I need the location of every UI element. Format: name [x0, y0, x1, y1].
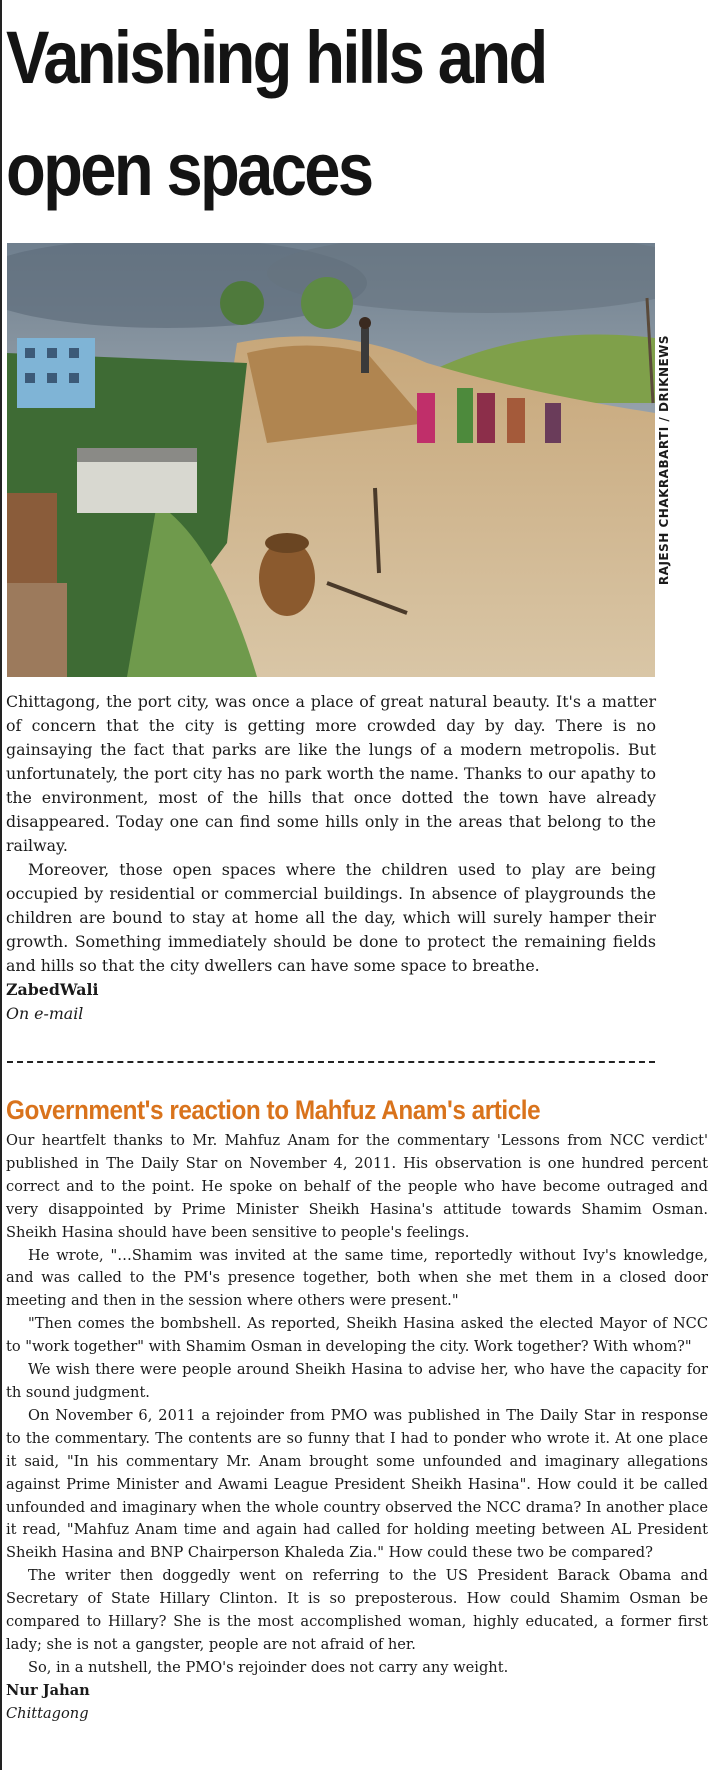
letter1-location: On e-mail: [6, 1004, 84, 1023]
photo-credit: RAJESH CHAKRABARTI / DRIKNEWS: [657, 334, 671, 586]
letter-government-reaction: [6, 1130, 708, 1726]
page-left-border: [0, 0, 2, 1770]
letter2-author: Nur Jahan: [6, 1681, 90, 1699]
article-photo: [7, 243, 655, 677]
headline-line-1: Vanishing hills and: [6, 16, 546, 99]
letter2-paragraph-7: So, in a nutshell, the PMO's rejoinder does not carry any weight.: [28, 1658, 509, 1676]
letter1-author: ZabedWali: [6, 980, 99, 999]
letter1-paragraph-1: Chittagong, the port city, was once a place of great natural beauty. It's a matter of concern that the city is getting more crowded day by day. There is no gainsaying the fact that parks are like the lungs of a modern metropolis. But unfortunately, the port city has no park worth the name. Thanks to our apathy to the environment, most of the hills that once dotted the town have already disappeared. Today one can find some hills only in the areas that belong to the railway.: [6, 692, 656, 855]
letter2-location: Chittagong: [6, 1704, 89, 1722]
letter2-headline: Government's reaction to Mahfuz Anam's article: [6, 1095, 541, 1125]
letter2-paragraph-4: We wish there were people around Sheikh Hasina to advise her, who have the capacity for th sound judgment.: [6, 1361, 708, 1401]
article-headline: [6, 2, 622, 226]
letter1-paragraph-2: Moreover, those open spaces where the children used to play are being occupied by residential or commercial buildings. In absence of playgrounds the children are bound to stay at home all the day, which will surely hamper their growth. Something immediately should be done to protect the remaining fields and hills so that the city dwellers can have some space to breathe.: [6, 860, 656, 975]
letter-vanishing-hills: [6, 690, 656, 1026]
letter2-paragraph-2: He wrote, "…Shamim was invited at the same time, reportedly without Ivy's knowledge, and was called to the PM's presence together, both when she met them in a closed door meeting and then in the session where others were present.": [6, 1246, 708, 1310]
section-divider: [7, 1061, 655, 1063]
letter2-paragraph-5: On November 6, 2011 a rejoinder from PMO was published in The Daily Star in response to the commentary. The contents are so funny that I had to ponder who wrote it. At one place it said, "In his commentary Mr. Anam brought some unfounded and imaginary allegations against Prime Minister and Awami League President Sheikh Hasina". How could it be called unfounded and imaginary when the whole country observed the NCC drama? In another place it read, "Mahfuz Anam time and again had called for holding meeting between AL President Sheikh Hasina and BNP Chairperson Khaleda Zia." How could these two be compared?: [6, 1406, 708, 1562]
letter2-paragraph-3: "Then comes the bombshell. As reported, Sheikh Hasina asked the elected Mayor of NCC to "work together" with Shamim Osman in developing the city. Work together? With whom?": [6, 1315, 708, 1356]
letter2-paragraph-1: Our heartfelt thanks to Mr. Mahfuz Anam for the commentary 'Lessons from NCC verdict' published in The Daily Star on November 4, 2011. His observation is one hundred percent correct and to the point. He spoke on behalf of the people who have become outraged and very disappointed by Prime Minister Sheikh Hasina's attitude towards Shamim Osman. Sheikh Hasina should have been sensitive to people's feelings.: [6, 1132, 708, 1241]
headline-line-2: open spaces: [6, 128, 372, 211]
letter2-paragraph-6: The writer then doggedly went on referring to the US President Barack Obama and Secretary of State Hillary Clinton. It is so preposterous. How could Shamim Osman be compared to Hillary? She is the most accomplished woman, highly educated, a former first lady; she is not a gangster, people are not afraid of her.: [6, 1567, 708, 1653]
